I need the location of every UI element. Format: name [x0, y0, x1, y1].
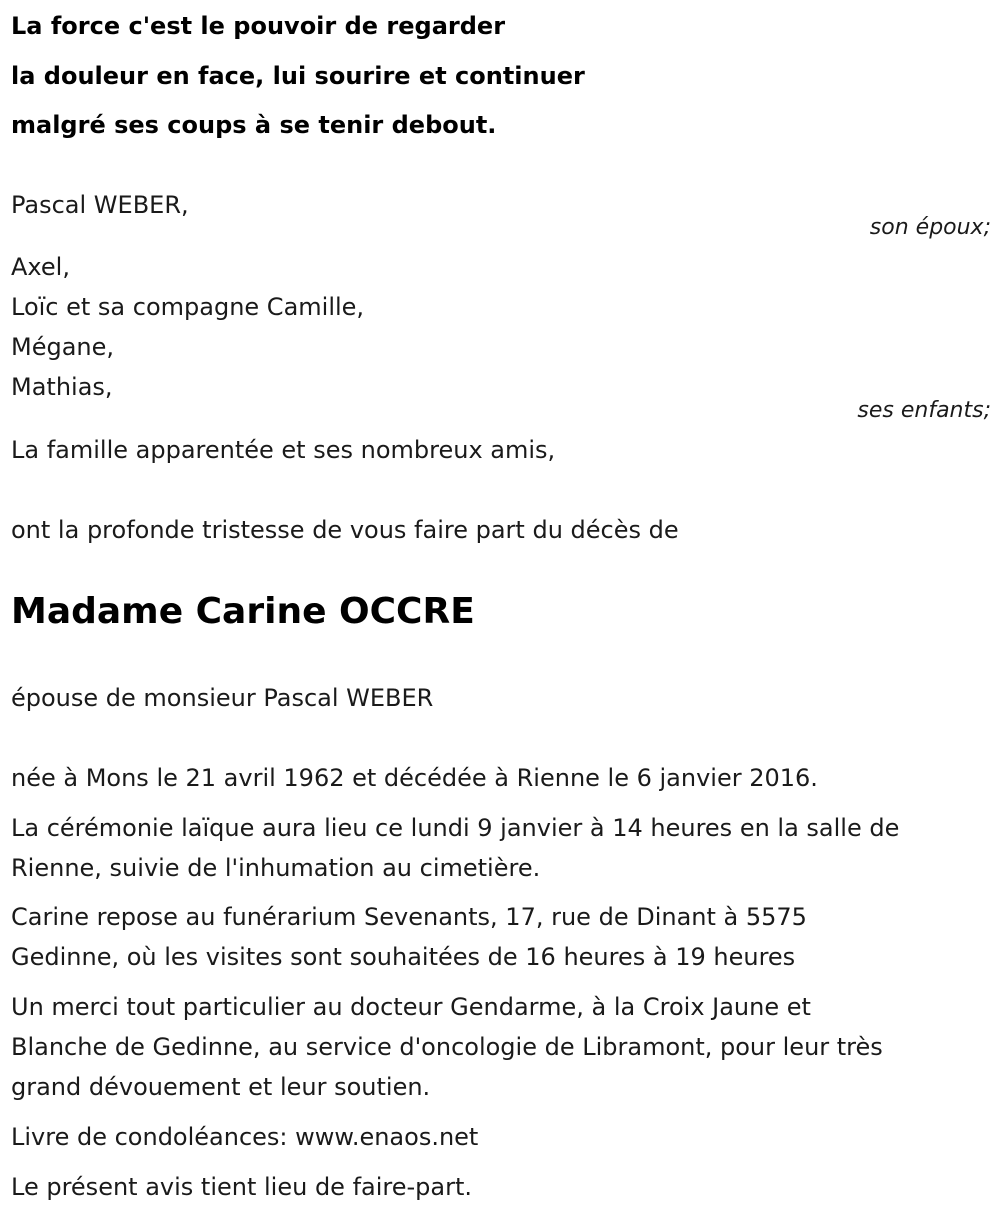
child-name: Mégane,: [11, 333, 115, 361]
deceased-name: Madame Carine OCCRE: [11, 591, 475, 632]
thanks-text-line-2: Blanche de Gedinne, au service d'oncologie de Libramont, pour leur très: [11, 1033, 883, 1061]
spouse-of-text: épouse de monsieur Pascal WEBER: [11, 684, 434, 712]
rest-text-line-2: Gedinne, où les visites sont souhaitées de 16 heures à 19 heures: [11, 943, 796, 971]
notice-text: Le présent avis tient lieu de faire-part.: [11, 1173, 473, 1201]
extended-family: La famille apparentée et ses nombreux amis,: [11, 436, 556, 464]
child-name: Axel,: [11, 253, 70, 281]
thanks-text-line-1: Un merci tout particulier au docteur Gendarme, à la Croix Jaune et: [11, 993, 811, 1021]
rest-text-line-1: Carine repose au funérarium Sevenants, 17, rue de Dinant à 5575: [11, 903, 807, 931]
ceremony-text-line-1: La cérémonie laïque aura lieu ce lundi 9 janvier à 14 heures en la salle de: [11, 814, 900, 842]
child-name: Mathias,: [11, 373, 113, 401]
quote-line-1: La force c'est le pouvoir de regarder: [11, 12, 506, 40]
condolences-text: Livre de condoléances: www.enaos.net: [11, 1123, 479, 1151]
announcement-text: ont la profonde tristesse de vous faire part du décès de: [11, 516, 679, 544]
spouse-role: son époux;: [869, 215, 991, 240]
children-role: ses enfants;: [857, 398, 991, 423]
child-name: Loïc et sa compagne Camille,: [11, 293, 365, 321]
quote-line-3: malgré ses coups à se tenir debout.: [11, 111, 497, 139]
quote-line-2: la douleur en face, lui sourire et continuer: [11, 62, 585, 90]
birth-death-text: née à Mons le 21 avril 1962 et décédée à Rienne le 6 janvier 2016.: [11, 764, 818, 792]
ceremony-text-line-2: Rienne, suivie de l'inhumation au cimetière.: [11, 854, 541, 882]
thanks-text-line-3: grand dévouement et leur soutien.: [11, 1073, 431, 1101]
spouse-name: Pascal WEBER,: [11, 191, 189, 219]
